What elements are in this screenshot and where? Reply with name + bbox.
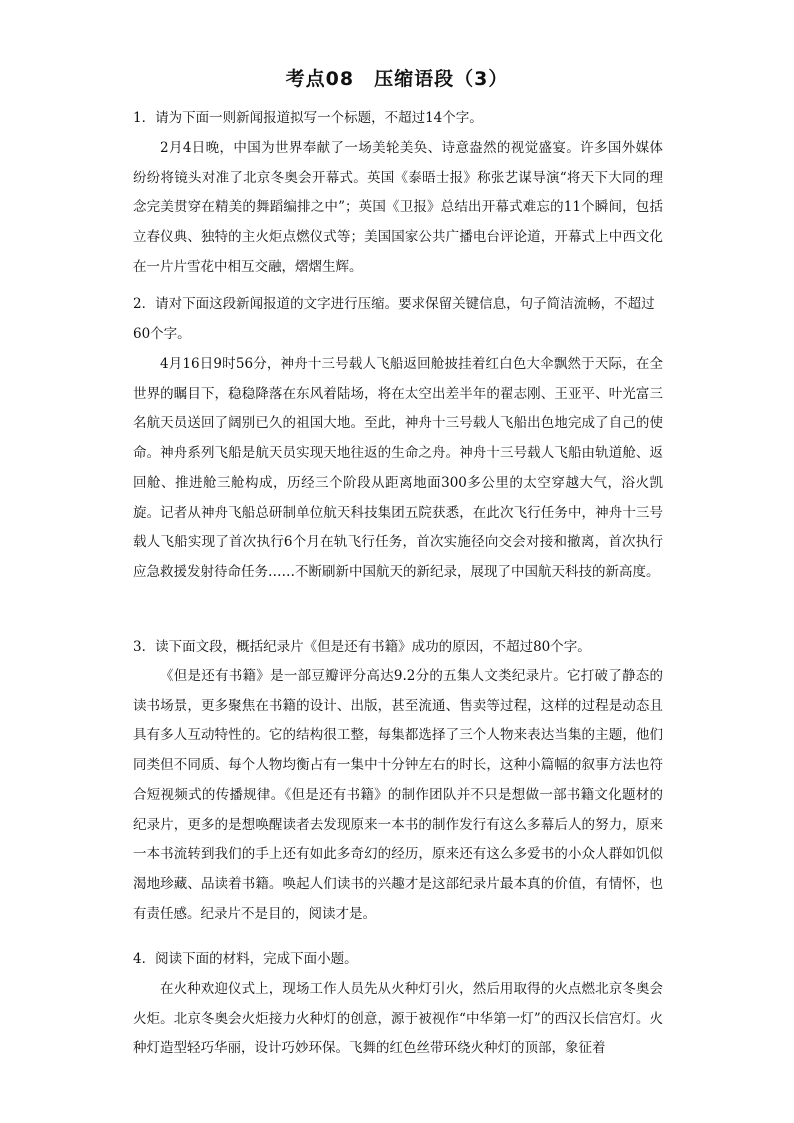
question-3-prompt: 3．读下面文段，概括纪录片《但是还有书籍》成功的原因，不超过80个字。 xyxy=(133,639,591,655)
question-2-passage: 4月16日9时56分，神舟十三号载人飞船返回舱披挂着红白色大伞飘然于天际，在全世界的瞩目下，稳稳降落在东风着陆场，将在太空出差半年的翟志刚、王亚平、叶光富三名航天员送回了阔别已久的祖国大地。至此，神舟十三号载人飞船出色地完成了自己的使命。神舟系列飞船是航天员实现天地往返的生命之舟。神舟十三号载人飞船由轨道舱、返回舱、推进舱三舱构成，历经三个阶段从距离地面300多公里的太空穿越大气，浴火凯旋。记者从神舟飞船总研制单位航天科技集团五院获悉，在此次飞行任务中，神舟十三号载人飞船实现了首次执行6个月在轨飞行任务，首次实施径向交会对接和撤离，首次执行应急救援发射待命任务……不断刷新中国航天的新纪录，展现了中国航天科技的新高度。 xyxy=(133,356,663,580)
question-1-passage: 2月4日晚，中国为世界奉献了一场美轮美奂、诗意盎然的视觉盛宴。许多国外媒体纷纷将镜头对准了北京冬奥会开幕式。英国《泰晤士报》称张艺谋导演“将天下大同的理念完美贯穿在精美的舞蹈编排之中”；英国《卫报》总结出开幕式难忘的11个瞬间，包括立春仪典、独特的主火炬点燃仪式等；美国国家公共广播电台评论道，开幕式上中西文化在一片片雪花中相互交融，熠熠生辉。 xyxy=(133,140,663,275)
question-4-prompt: 4．阅读下面的材料，完成下面小题。 xyxy=(133,951,358,967)
question-2-prompt: 2．请对下面这段新闻报道的文字进行压缩。要求保留关键信息，句子简洁流畅，不超过60个字。 xyxy=(133,296,655,342)
question-3-passage: 《但是还有书籍》是一部豆瓣评分高达9.2分的五集人文类纪录片。它打破了静态的读书场景，更多聚焦在书籍的设计、出版，甚至流通、售卖等过程，这样的过程是动态且具有多人互动特性的。它的结构很工整，每集都选择了三个人物来表达当集的主题，他们同类但不同质、每个人物均衡占有一集中十分钟左右的时长，这种小篇幅的叙事方法也符合短视频式的传播规律。《但是还有书籍》的制作团队并不只是想做一部书籍文化题材的纪录片，更多的是想唤醒读者去发现原来一本书的制作发行有这么多幕后人的努力，原来一本书流转到我们的手上还有如此多奇幻的经历，原来还有这么多爱书的小众人群如饥似渴地珍藏、品读着书籍。唤起人们读书的兴趣才是这部纪录片最本真的价值，有情怀，也有责任感。纪录片不是目的，阅读才是。 xyxy=(133,668,663,922)
question-1-prompt: 1．请为下面一则新闻报道拟写一个标题，不超过14个字。 xyxy=(133,110,483,126)
page-title: 考点08 压缩语段（3） xyxy=(285,68,509,90)
question-4-passage: 在火种欢迎仪式上，现场工作人员先从火种灯引火，然后用取得的火点燃北京冬奥会火炬。北京冬奥会火炬接力火种灯的创意，源于被视作“中华第一灯”的西汉长信宫灯。火种灯造型轻巧华丽，设计巧妙环保。飞舞的红色丝带环绕火种灯的顶部，象征着 xyxy=(133,981,663,1057)
